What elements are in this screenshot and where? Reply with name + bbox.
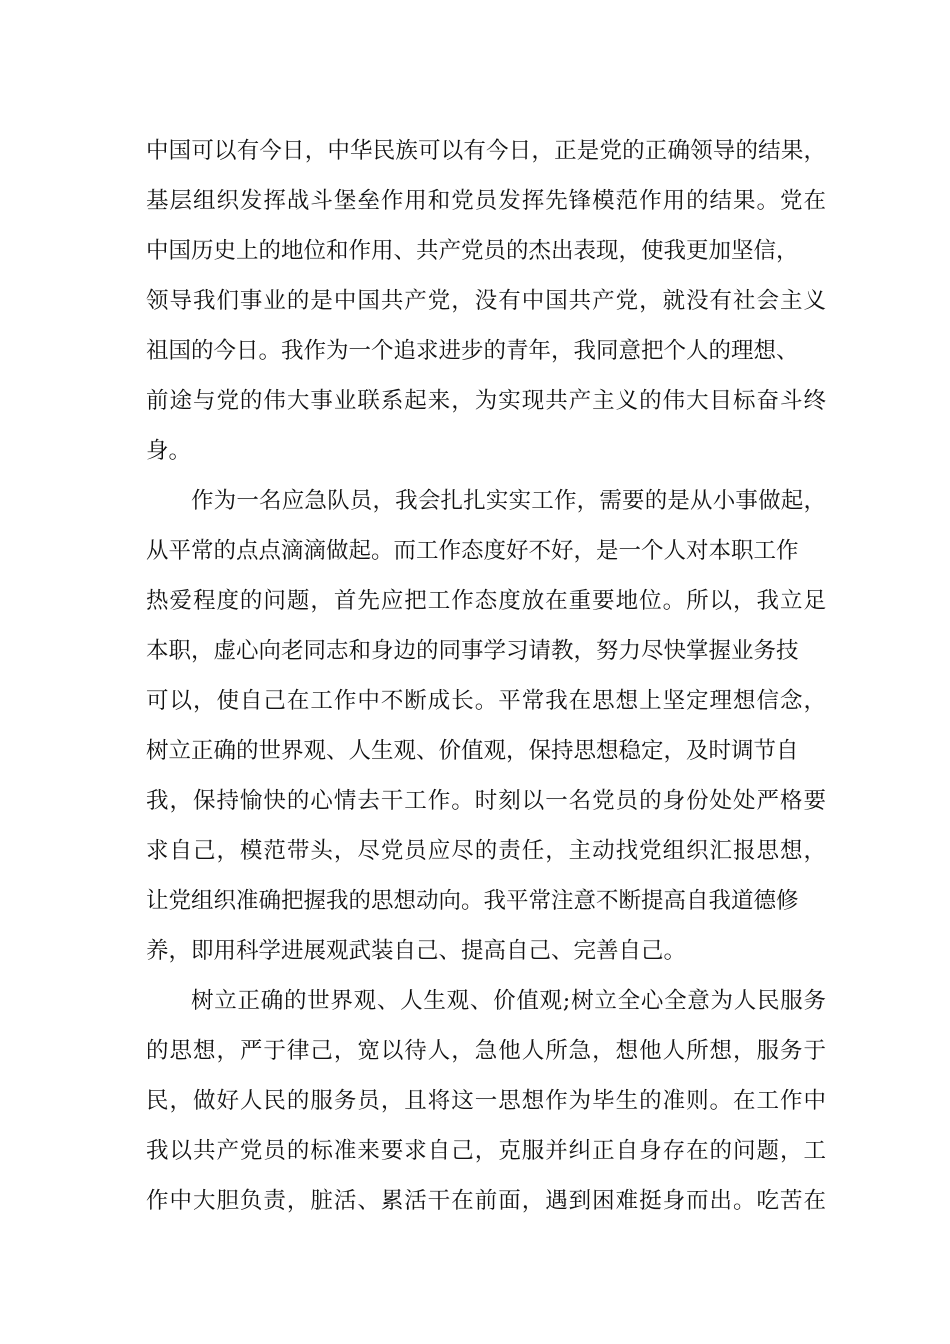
text-line: 基层组织发挥战斗堡垒作用和党员发挥先锋模范作用的结果。党在 [146,188,826,214]
text-line: 树立正确的世界观、人生观、价值观;树立全心全意为人民服务 [191,988,826,1014]
text-line: 中国可以有今日，中华民族可以有今日，正是党的正确领导的结果， [146,138,826,164]
body-text [146,126,826,1226]
text-line: 我，保持愉快的心情去干工作。时刻以一名党员的身份处处严格要 [146,788,826,814]
text-line: 本职，虚心向老同志和身边的同事学习请教，努力尽快掌握业务技 [146,638,799,664]
text-line: 养，即用科学进展观武装自己、提高自己、完善自己。 [146,938,687,964]
text-line: 从平常的点点滴滴做起。而工作态度好不好，是一个人对本职工作 [146,538,799,564]
text-line: 热爱程度的问题，首先应把工作态度放在重要地位。所以，我立足 [146,588,826,614]
text-line: 可以，使自己在工作中不断成长。平常我在思想上坚定理想信念， [146,688,826,714]
text-line: 领导我们事业的是中国共产党，没有中国共产党，就没有社会主义 [146,288,826,314]
text-line: 树立正确的世界观、人生观、价值观，保持思想稳定，及时调节自 [146,738,799,764]
text-line: 前途与党的伟大事业联系起来，为实现共产主义的伟大目标奋斗终 [146,388,826,414]
text-line: 让党组织准确把握我的思想动向。我平常注意不断提高自我道德修 [146,888,799,914]
text-line: 民，做好人民的服务员，且将这一思想作为毕生的准则。在工作中 [146,1088,826,1114]
text-line: 中国历史上的地位和作用、共产党员的杰出表现，使我更加坚信， [146,238,799,264]
text-line: 作中大胆负责，脏活、累活干在前面，遇到困难挺身而出。吃苦在 [146,1188,826,1214]
text-line: 祖国的今日。我作为一个追求进步的青年，我同意把个人的理想、 [146,338,799,364]
text-line: 我以共产党员的标准来要求自己，克服并纠正自身存在的问题，工 [146,1138,826,1164]
text-line: 作为一名应急队员，我会扎扎实实工作，需要的是从小事做起， [191,488,826,514]
text-line: 求自己，模范带头，尽党员应尽的责任，主动找党组织汇报思想， [146,838,826,864]
text-line: 的思想，严于律己，宽以待人，急他人所急，想他人所想，服务于 [146,1038,826,1064]
text-line: 身。 [146,438,192,464]
